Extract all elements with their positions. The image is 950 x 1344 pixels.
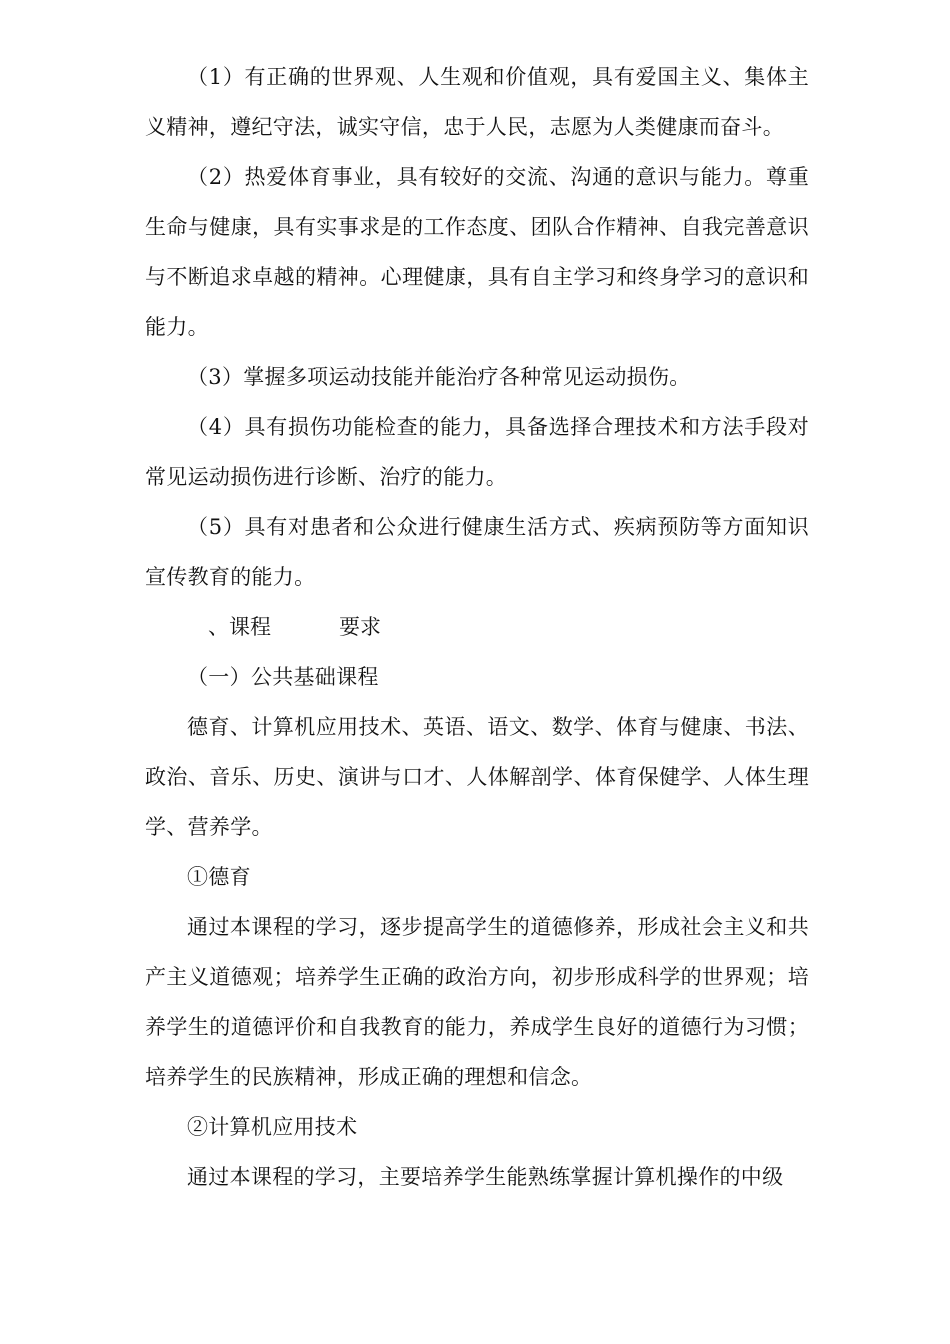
paragraph-goal-3: （3）掌握多项运动技能并能治疗各种常见运动损伤。 — [187, 365, 691, 389]
paragraph-goal-4: （4）具有损伤功能检查的能力，具备选择合理技术和方法手段对常见运动损伤进行诊断、治疗的能力。 — [145, 415, 809, 489]
paragraph-goal-2: （2）热爱体育事业，具有较好的交流、沟通的意识与能力。尊重生命与健康，具有实事求是的工作态度、团队合作精神、自我完善意识与不断追求卓越的精神。心理健康，具有自主学习和终身学习的意识和能力。 — [145, 165, 809, 339]
subheading-public-courses: （一）公共基础课程 — [187, 665, 379, 689]
course-title-moral-education: ①德育 — [187, 865, 251, 889]
paragraph-goal-5: （5）具有对患者和公众进行健康生活方式、疾病预防等方面知识宣传教育的能力。 — [145, 515, 809, 589]
course-text-moral-education: 通过本课程的学习，逐步提高学生的道德修养，形成社会主义和共产主义道德观；培养学生正确的政治方向，初步形成科学的世界观；培养学生的道德评价和自我教育的能力，养成学生良好的道德行为习惯；培养学生的民族精神，形成正确的理想和信念。 — [145, 915, 809, 1089]
section-heading-part2: 要求 — [339, 615, 381, 639]
course-title-computer-tech: ②计算机应用技术 — [187, 1115, 358, 1139]
document-body — [145, 52, 809, 1202]
course-text-computer-tech: 通过本课程的学习，主要培养学生能熟练掌握计算机操作的中级 — [187, 1165, 784, 1189]
section-heading-part1: 、课程 — [208, 615, 271, 639]
paragraph-goal-1: （1）有正确的世界观、人生观和价值观，具有爱国主义、集体主义精神，遵纪守法，诚实守信，忠于人民，志愿为人类健康而奋斗。 — [145, 65, 809, 139]
course-list: 德育、计算机应用技术、英语、语文、数学、体育与健康、书法、政治、音乐、历史、演讲与口才、人体解剖学、体育保健学、人体生理学、营养学。 — [145, 715, 809, 839]
section-heading — [145, 602, 809, 652]
